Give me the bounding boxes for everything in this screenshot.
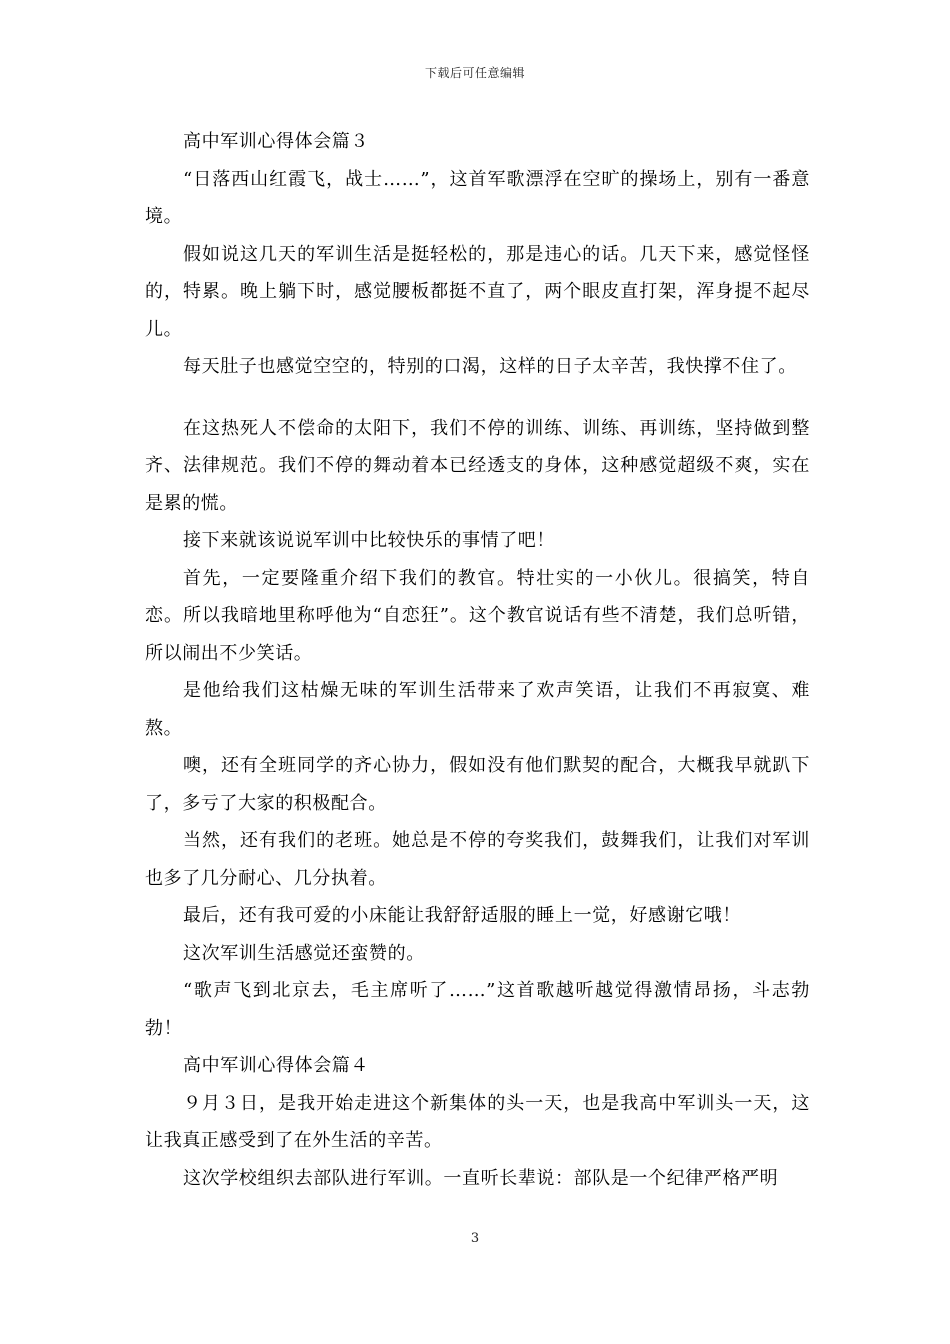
- paragraph: 首先，一定要隆重介绍下我们的教官。特壮实的一小伙儿。很搞笑，特自恋。所以我暗地里称呼他为“自恋狂”。这个教官说话有些不清楚，我们总听错，所以闹出不少笑话。: [145, 567, 810, 664]
- paragraph: ９月３日，是我开始走进这个新集体的头一天，也是我高中军训头一天，这让我真正感受到了在外生活的辛苦。: [145, 1092, 810, 1151]
- paragraph: 在这热死人不偿命的太阳下，我们不停的训练、训练、再训练，坚持做到整齐、法律规范。我们不停的舞动着本已经透支的身体，这种感觉超级不爽，实在是累的慌。: [145, 417, 810, 514]
- paragraph: “歌声飞到北京去，毛主席听了……”这首歌越听越觉得激情昂扬，斗志勃勃！: [145, 980, 810, 1039]
- paragraph: “日落西山红霞飞，战士……”，这首军歌漂浮在空旷的操场上，别有一番意境。: [145, 168, 810, 227]
- paragraph: 噢，还有全班同学的齐心协力，假如没有他们默契的配合，大概我早就趴下了，多亏了大家的积极配合。: [145, 755, 810, 814]
- paragraph: 是他给我们这枯燥无味的军训生活带来了欢声笑语，让我们不再寂寞、难熬。: [145, 680, 810, 739]
- paragraph: 当然，还有我们的老班。她总是不停的夸奖我们，鼓舞我们，让我们对军训也多了几分耐心、几分执着。: [145, 830, 810, 889]
- paragraph: 最后，还有我可爱的小床能让我舒舒适服的睡上一觉，好感谢它哦！: [183, 905, 741, 926]
- paragraph: 假如说这几天的军训生活是挺轻松的，那是违心的话。几天下来，感觉怪怪的，特累。晚上躺下时，感觉腰板都挺不直了，两个眼皮直打架，浑身提不起尽儿。: [145, 243, 810, 340]
- page-header: 下载后可任意编辑: [424, 66, 525, 80]
- page-number: 3: [470, 1231, 480, 1246]
- document-body: [145, 123, 810, 1197]
- paragraph: 这次军训生活感觉还蛮赞的。: [183, 942, 425, 964]
- section-heading: 高中军训心得体会篇４: [183, 1055, 369, 1076]
- paragraph: 这次学校组织去部队进行军训。一直听长辈说：部队是一个纪律严格严明: [183, 1167, 779, 1189]
- paragraph: 每天肚子也感觉空空的，特别的口渴，这样的日子太辛苦，我快撑不住了。: [183, 356, 797, 377]
- paragraph: 接下来就该说说军训中比较快乐的事情了吧！: [183, 530, 555, 551]
- section-heading: 高中军训心得体会篇３: [183, 131, 369, 152]
